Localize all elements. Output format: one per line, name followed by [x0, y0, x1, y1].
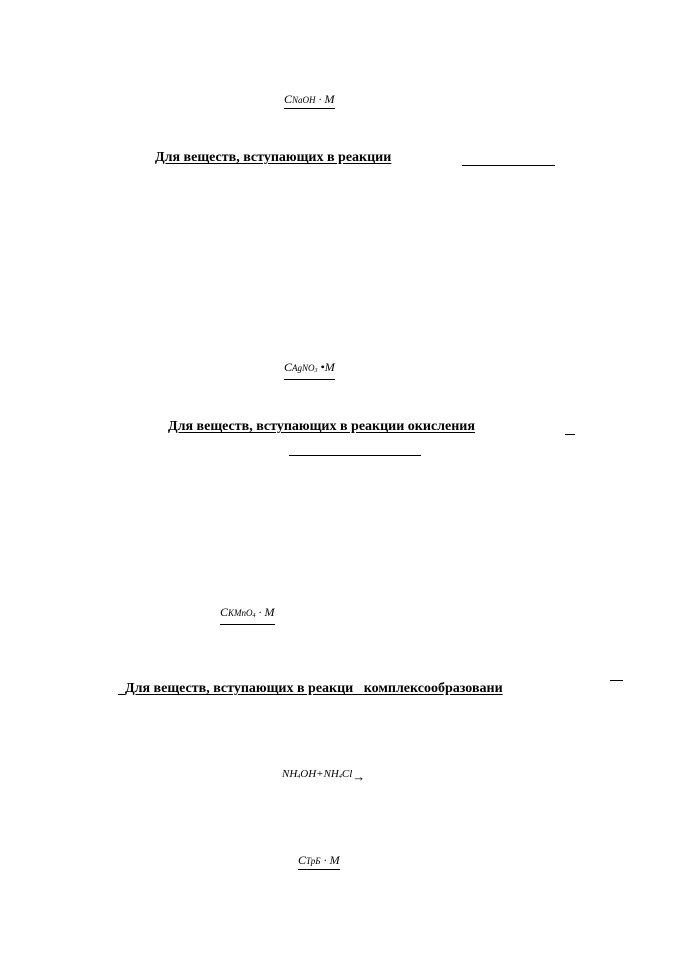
heading-trailing-line: [462, 165, 555, 166]
formula-m: M: [264, 605, 275, 619]
formula-m: M: [324, 360, 335, 374]
formula-subscript: AgNO: [292, 363, 315, 373]
reaction-index: 4: [297, 774, 301, 780]
heading-trailing-line: [610, 680, 623, 681]
formula-dot: ·: [323, 853, 327, 867]
formula-c: C: [284, 360, 293, 374]
formula-m: M: [324, 92, 335, 106]
formula-dot: •: [320, 360, 325, 374]
heading-complexation: [118, 665, 503, 697]
heading-text: Для веществ, вступающих в реакции окисления: [168, 419, 475, 434]
formula-c: C: [284, 92, 293, 106]
reaction-index: 4: [338, 774, 342, 780]
formula-c: C: [298, 853, 307, 867]
formula-agno3: [284, 360, 335, 380]
formula-subscript: NaOH: [292, 95, 316, 105]
heading-reactions: [155, 150, 391, 166]
formula-naoh: [284, 92, 335, 109]
formula-c: C: [220, 605, 229, 619]
formula-m: M: [329, 853, 340, 867]
reaction-oh-plus: OH+NH: [300, 768, 339, 780]
formula-dot: ·: [258, 605, 262, 619]
formula-subscript: KMnO: [228, 608, 253, 618]
formula-subscript-index: 3: [314, 368, 318, 374]
formula-subscript-index: 4: [252, 613, 256, 619]
reaction-arrow-icon: →: [352, 769, 366, 784]
formula-trb: [298, 853, 340, 870]
reaction-cl: Cl: [341, 768, 353, 780]
heading-second-line: [289, 455, 421, 456]
heading-oxidation: [168, 419, 475, 435]
formula-subscript: ТрБ: [306, 856, 321, 866]
formula-dot: ·: [318, 92, 322, 106]
heading-trailing-line: [565, 434, 575, 435]
heading-text: Для веществ, вступающих в реакции: [155, 150, 392, 165]
heading-text: Для веществ, вступающих в реакци комплексообразовани: [125, 681, 503, 696]
formula-kmno4: [220, 605, 275, 625]
reaction-equation: [282, 767, 365, 784]
reaction-nh: NH: [282, 768, 298, 780]
